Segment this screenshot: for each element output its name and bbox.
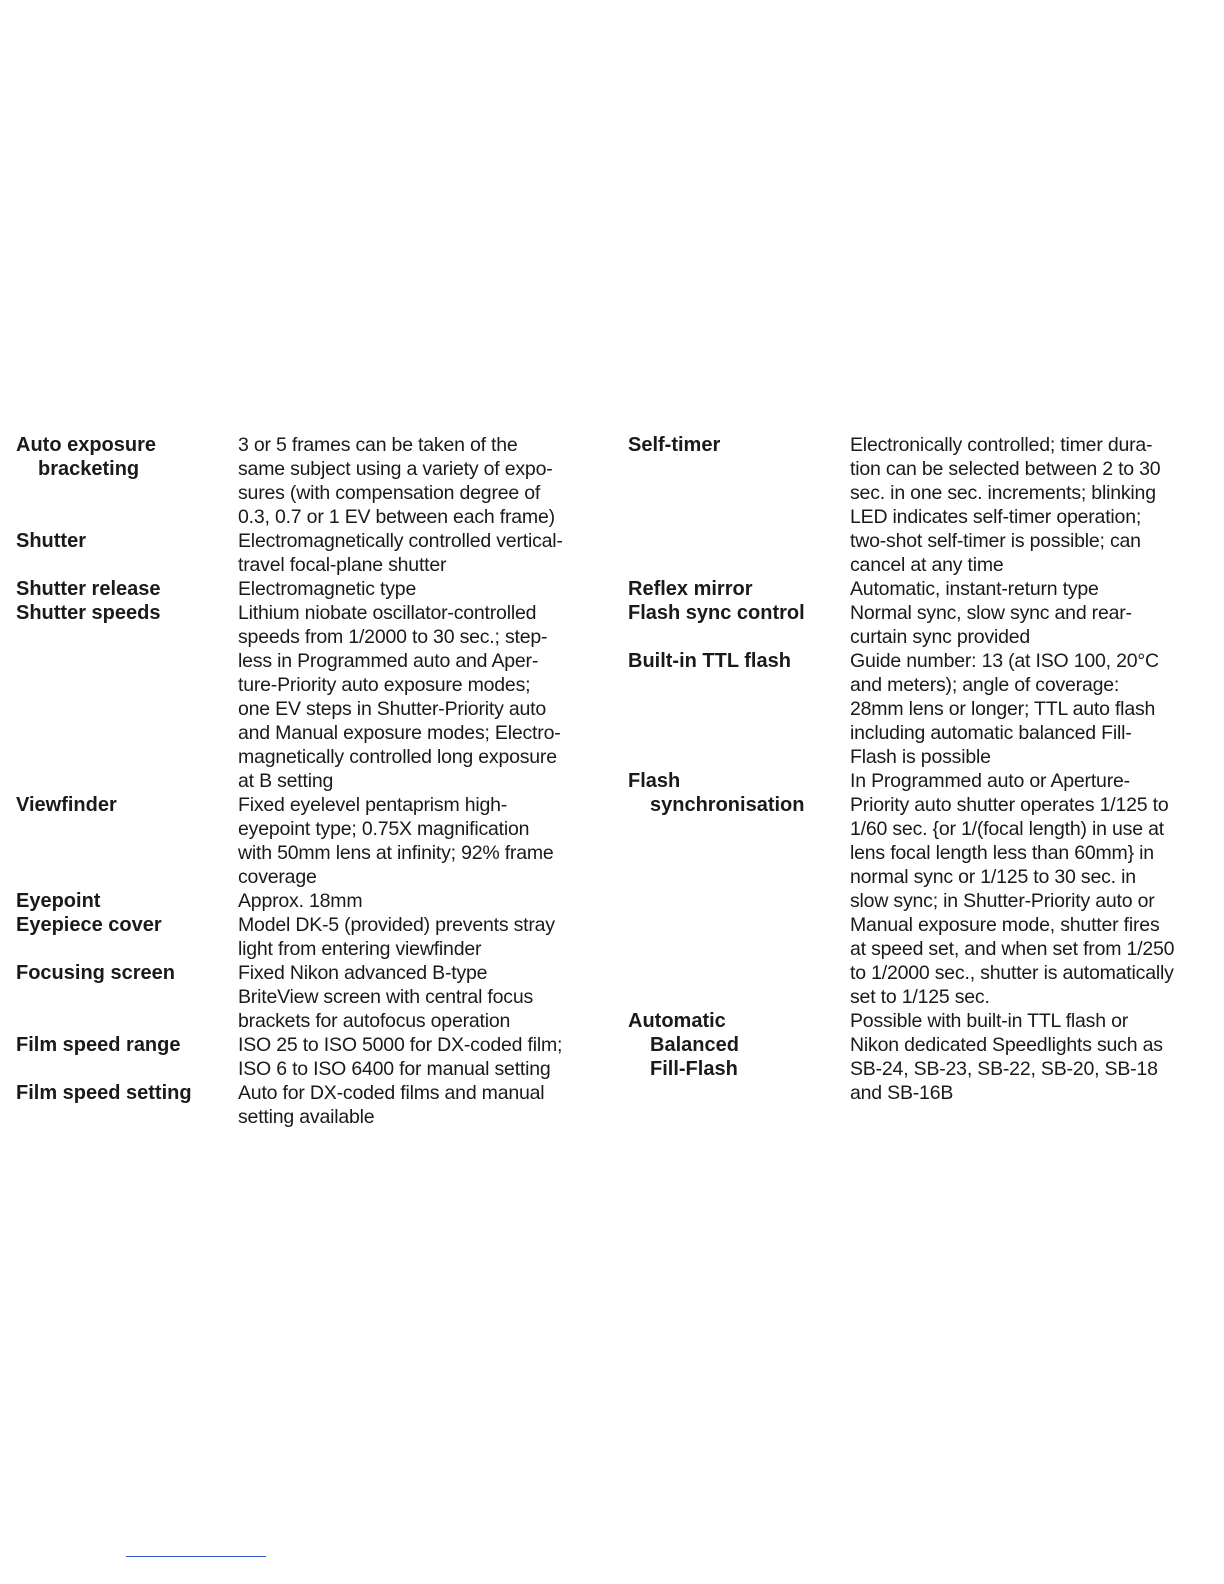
spec-description-line: including automatic balanced Fill-	[850, 722, 1132, 744]
spec-term	[16, 601, 238, 625]
spec-description	[850, 433, 1208, 577]
spec-term	[16, 1081, 238, 1105]
spec-description-line: Electromagnetically controlled vertical-	[238, 530, 563, 552]
spec-description	[850, 649, 1208, 769]
spec-description-line: Manual exposure mode, shutter fires	[850, 914, 1160, 936]
spec-term-line: Flash sync control	[628, 602, 805, 624]
spec-row-self-timer	[628, 433, 1208, 577]
spec-description-line: Normal sync, slow sync and rear-	[850, 602, 1132, 624]
spec-term-line: Focusing screen	[16, 962, 175, 984]
spec-description-line: two-shot self-timer is possible; can	[850, 530, 1141, 552]
spec-description-line: with 50mm lens at infinity; 92% frame	[238, 842, 554, 864]
spec-description-line: cancel at any time	[850, 554, 1004, 576]
spec-description-line: setting available	[238, 1106, 375, 1128]
spec-term-line: Shutter speeds	[16, 602, 161, 624]
spec-description-line: Lithium niobate oscillator-controlled	[238, 602, 537, 624]
spec-description-line: at speed set, and when set from 1/250	[850, 938, 1175, 960]
spec-description	[238, 433, 606, 529]
spec-term	[16, 433, 238, 481]
spec-description-line: speeds from 1/2000 to 30 sec.; step-	[238, 626, 548, 648]
spec-term	[16, 577, 238, 601]
spec-term-line: Eyepiece cover	[16, 914, 162, 936]
spec-description-line: normal sync or 1/125 to 30 sec. in	[850, 866, 1136, 888]
spec-term	[16, 793, 238, 817]
spec-row-auto-exposure-bracketing	[16, 433, 606, 529]
spec-term	[16, 889, 238, 913]
spec-description-line: 28mm lens or longer; TTL auto flash	[850, 698, 1156, 720]
spec-description-line: one EV steps in Shutter-Priority auto	[238, 698, 547, 720]
spec-description-line: set to 1/125 sec.	[850, 986, 990, 1008]
spec-description-line: lens focal length less than 60mm} in	[850, 842, 1154, 864]
spec-description-line: travel focal-plane shutter	[238, 554, 447, 576]
spec-description	[850, 577, 1208, 601]
spec-description-line: In Programmed auto or Aperture-	[850, 770, 1130, 792]
spec-description-line: LED indicates self-timer operation;	[850, 506, 1142, 528]
spec-row-shutter-release	[16, 577, 606, 601]
spec-description	[238, 577, 606, 601]
spec-term-line: Auto exposure	[16, 434, 157, 456]
spec-term	[16, 913, 238, 937]
spec-description-line: sures (with compensation degree of	[238, 482, 541, 504]
spec-term-line: Shutter	[16, 530, 86, 552]
spec-description-line: Auto for DX-coded films and manual	[238, 1082, 545, 1104]
spec-column-left	[16, 433, 606, 1129]
spec-description	[238, 1081, 606, 1129]
spec-row-reflex-mirror	[628, 577, 1208, 601]
spec-description-line: Fixed eyelevel pentaprism high-	[238, 794, 508, 816]
spec-row-film-speed-range	[16, 1033, 606, 1081]
spec-description-line: SB-24, SB-23, SB-22, SB-20, SB-18	[850, 1058, 1158, 1080]
spec-description-line: same subject using a variety of expo-	[238, 458, 553, 480]
spec-description-line: magnetically controlled long exposure	[238, 746, 557, 768]
spec-description-line: to 1/2000 sec., shutter is automatically	[850, 962, 1174, 984]
spec-row-shutter	[16, 529, 606, 577]
spec-term-line: Fill-Flash	[650, 1058, 738, 1080]
spec-description-line: Nikon dedicated Speedlights such as	[850, 1034, 1163, 1056]
spec-description-line: at B setting	[238, 770, 334, 792]
spec-description-line: curtain sync provided	[850, 626, 1031, 648]
spec-term	[16, 961, 238, 985]
spec-term-line: Viewfinder	[16, 794, 117, 816]
spec-description-line: and meters); angle of coverage:	[850, 674, 1120, 696]
spec-description-line: BriteView screen with central focus	[238, 986, 534, 1008]
spec-term-line: Eyepoint	[16, 890, 101, 912]
spec-description	[238, 1033, 606, 1081]
spec-description	[238, 793, 606, 889]
spec-row-flash-sync-control	[628, 601, 1208, 649]
spec-description-line: Approx. 18mm	[238, 890, 363, 912]
spec-description-line: light from entering viewfinder	[238, 938, 482, 960]
spec-description-line: 3 or 5 frames can be taken of the	[238, 434, 518, 456]
spec-term-line: Built-in TTL flash	[628, 650, 791, 672]
spec-term-line: Shutter release	[16, 578, 161, 600]
spec-description-line: Automatic, instant-return type	[850, 578, 1099, 600]
spec-description-line: and SB-16B	[850, 1082, 954, 1104]
spec-description-line: coverage	[238, 866, 317, 888]
spec-description-line: Flash is possible	[850, 746, 991, 768]
spec-description	[238, 601, 606, 793]
spec-term-line: Balanced	[650, 1034, 739, 1056]
spec-term	[628, 577, 850, 601]
spec-description-line: less in Programmed auto and Aper-	[238, 650, 539, 672]
spec-term	[628, 649, 850, 673]
footer-divider	[126, 1556, 266, 1557]
spec-description-line: 1/60 sec. {or 1/(focal length) in use at	[850, 818, 1164, 840]
spec-description	[238, 889, 606, 913]
spec-description-line: and Manual exposure modes; Electro-	[238, 722, 561, 744]
spec-term-line: Film speed range	[16, 1034, 181, 1056]
spec-row-built-in-ttl-flash	[628, 649, 1208, 769]
spec-description-line: Possible with built-in TTL flash or	[850, 1010, 1129, 1032]
spec-description-line: 0.3, 0.7 or 1 EV between each frame)	[238, 506, 555, 528]
spec-term-line: Reflex mirror	[628, 578, 753, 600]
spec-description-line: sec. in one sec. increments; blinking	[850, 482, 1156, 504]
spec-description-line: ISO 6 to ISO 6400 for manual setting	[238, 1058, 551, 1080]
spec-row-viewfinder	[16, 793, 606, 889]
spec-description-line: Electromagnetic type	[238, 578, 417, 600]
spec-description-line: Priority auto shutter operates 1/125 to	[850, 794, 1169, 816]
spec-description	[238, 529, 606, 577]
spec-term	[16, 1033, 238, 1057]
spec-description	[850, 601, 1208, 649]
spec-description-line: Model DK-5 (provided) prevents stray	[238, 914, 555, 936]
spec-term-line: Flash	[628, 770, 681, 792]
spec-row-automatic-balanced-fill-flash	[628, 1009, 1208, 1105]
spec-row-flash-synchronisation	[628, 769, 1208, 1009]
spec-description-line: Fixed Nikon advanced B-type	[238, 962, 488, 984]
spec-term	[628, 769, 850, 817]
spec-term	[16, 529, 238, 553]
spec-row-shutter-speeds	[16, 601, 606, 793]
spec-description-line: tion can be selected between 2 to 30	[850, 458, 1161, 480]
spec-description	[850, 769, 1208, 1009]
spec-row-film-speed-setting	[16, 1081, 606, 1129]
spec-description-line: brackets for autofocus operation	[238, 1010, 511, 1032]
spec-row-eyepoint	[16, 889, 606, 913]
spec-description-line: Electronically controlled; timer dura-	[850, 434, 1153, 456]
spec-term-line: Automatic	[628, 1010, 726, 1032]
spec-term	[628, 601, 850, 625]
spec-description-line: ture-Priority auto exposure modes;	[238, 674, 531, 696]
spec-term-line: bracketing	[38, 458, 140, 480]
spec-row-eyepiece-cover	[16, 913, 606, 961]
spec-description-line: eyepoint type; 0.75X magnification	[238, 818, 530, 840]
spec-description	[850, 1009, 1208, 1105]
spec-term-line: Self-timer	[628, 434, 721, 456]
spec-description	[238, 913, 606, 961]
spec-column-right	[628, 433, 1208, 1105]
spec-description-line: slow sync; in Shutter-Priority auto or	[850, 890, 1155, 912]
spec-term-line: synchronisation	[650, 794, 805, 816]
spec-term	[628, 1009, 850, 1081]
spec-row-focusing-screen	[16, 961, 606, 1033]
spec-description-line: Guide number: 13 (at ISO 100, 20°C	[850, 650, 1159, 672]
spec-description	[238, 961, 606, 1033]
spec-term	[628, 433, 850, 457]
spec-description-line: ISO 25 to ISO 5000 for DX-coded film;	[238, 1034, 563, 1056]
spec-term-line: Film speed setting	[16, 1082, 192, 1104]
